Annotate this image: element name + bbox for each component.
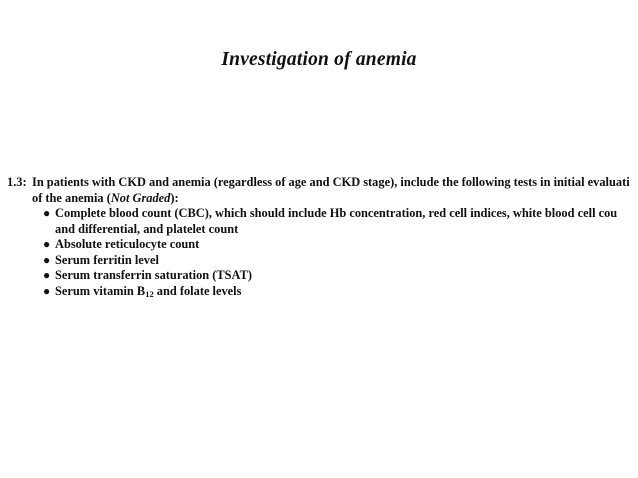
recommendation-line-2	[7, 191, 638, 207]
list-item	[7, 268, 638, 284]
bullet-icon: ●	[43, 252, 51, 267]
bullet-icon: ●	[43, 268, 51, 282]
list-item	[7, 284, 638, 300]
list-item-text: Absolute reticulocyte count	[55, 237, 200, 251]
bullet-icon: ●	[43, 206, 51, 220]
list-item-text: Serum vitamin $B_{12}$ and folate levels	[55, 283, 242, 299]
recommendation-text: In patients with CKD and anemia (regardless of age and CKD stage), include the following tests in initial evaluati	[32, 175, 630, 189]
recommendation-number: 1.3:	[7, 175, 27, 189]
bullet-icon: ●	[43, 283, 51, 298]
list-item-text: Serum transferrin saturation (TSAT)	[55, 268, 252, 282]
list-item-text: Serum ferritin level	[55, 252, 159, 267]
recommendation-block	[7, 175, 638, 299]
recommendation-line-1	[7, 175, 638, 191]
list-item-continued	[7, 222, 638, 238]
bullet-icon: ●	[43, 237, 51, 251]
list-item-text: Complete blood count (CBC), which should include Hb concentration, red cell indices, white blood cell cou	[55, 206, 618, 220]
grade-label: Not Graded	[110, 190, 171, 205]
recommendation-text-continued: of the anemia (Not Graded):	[32, 190, 179, 205]
list-item	[7, 237, 638, 253]
list-item	[7, 206, 638, 222]
page-title: Investigation of anemia	[221, 49, 417, 70]
test-list	[7, 206, 638, 299]
list-item-text: and differential, and platelet count	[55, 221, 239, 236]
list-item	[7, 253, 638, 269]
